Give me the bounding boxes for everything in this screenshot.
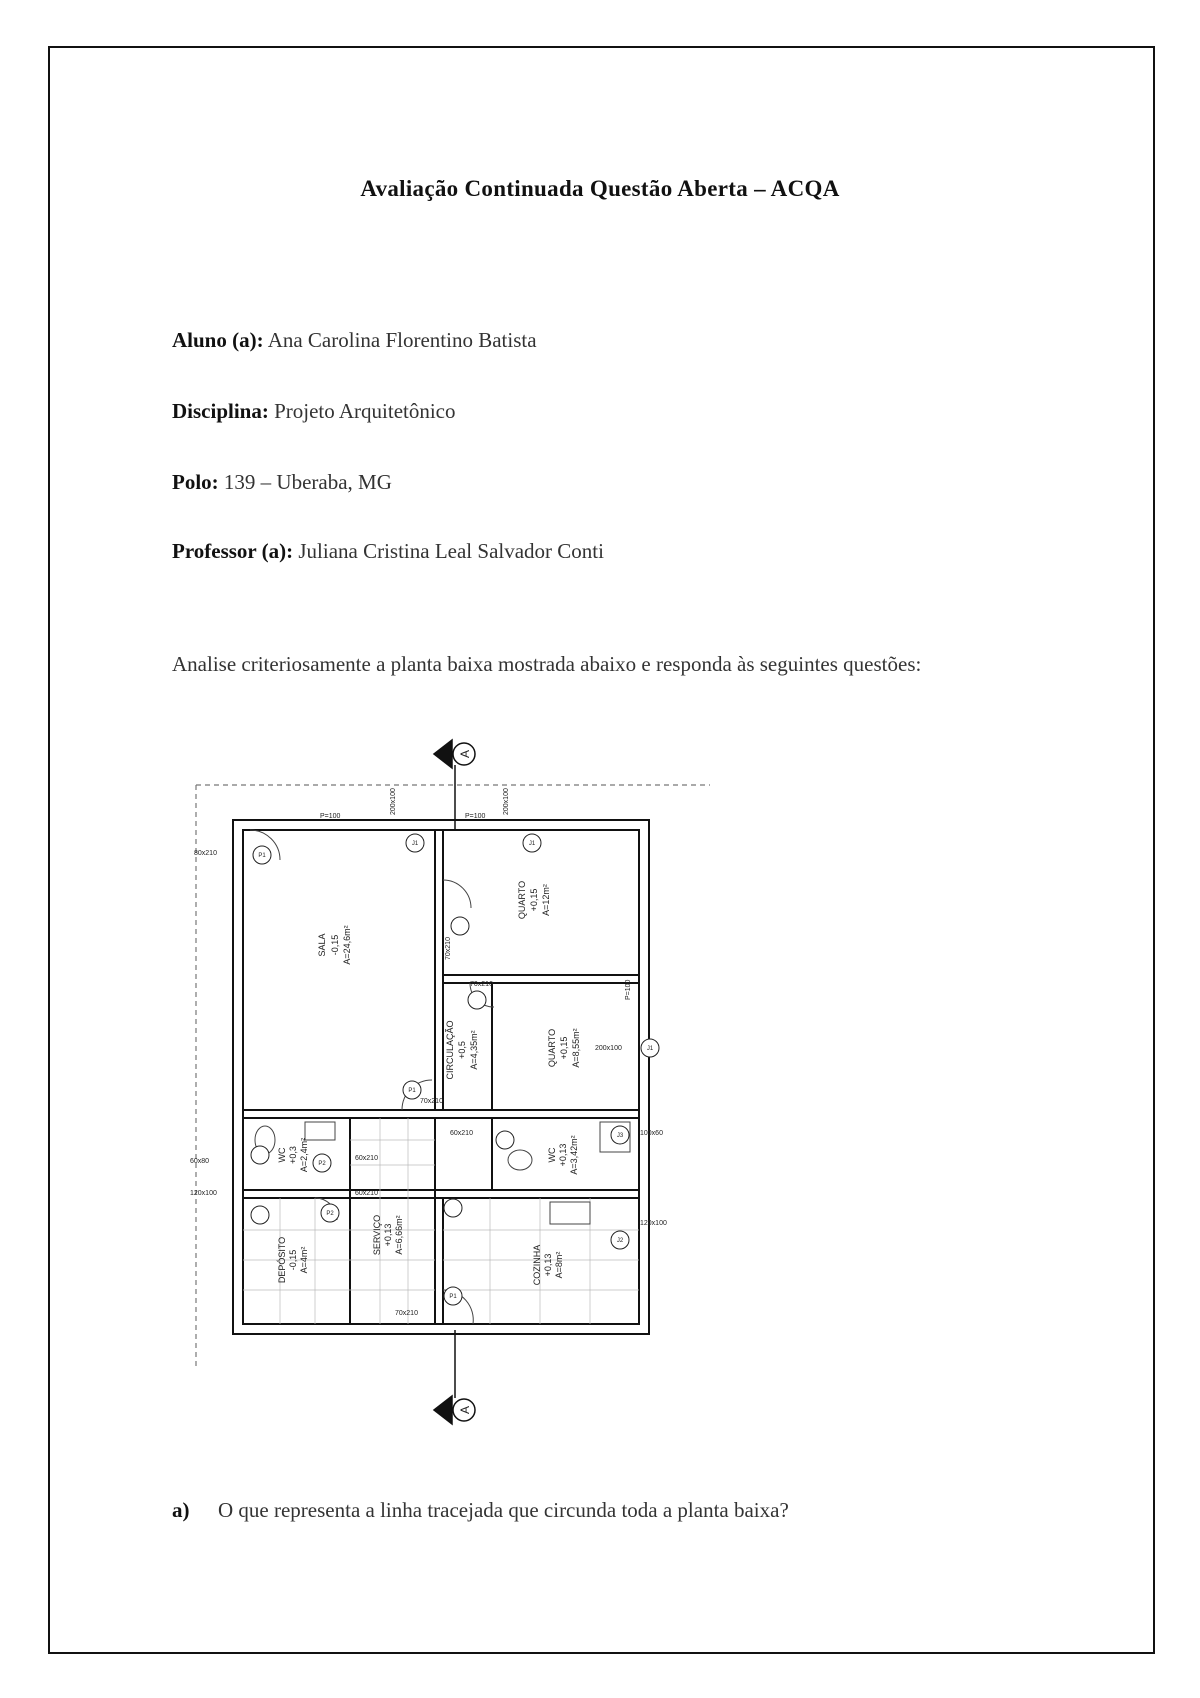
tag-label: J3 [616,1133,624,1139]
room-labels [277,881,581,1285]
dim-label: 200x100 [390,788,397,815]
dim-label: 60x210 [355,1190,378,1197]
question-marker: a) [172,1498,190,1522]
question-text: O que representa a linha tracejada que circunda toda a planta baixa? [218,1498,789,1522]
field-label: Professor (a): [172,539,294,563]
tag-label: J2 [616,1238,624,1244]
room-name-sala: SALA [317,933,327,957]
room-area-quarto2: A=8,55m² [571,1028,581,1068]
dim-label: 200x100 [503,788,510,815]
room-area-deposito: A=4m² [299,1246,309,1274]
room-level-quarto1: +0,15 [529,888,539,912]
dim-label: 80x210 [194,850,217,857]
room-name-quarto2: QUARTO [547,1028,557,1068]
room-level-servico: +0,13 [383,1223,393,1247]
section-label-bottom: A [458,1405,472,1415]
room-level-quarto2: +0,15 [559,1036,569,1060]
tag-label: J1 [528,841,536,847]
tag-label: P1 [449,1294,457,1300]
tag-label: P2 [326,1211,334,1217]
dim-label: P=100 [465,813,486,820]
field-label: Polo: [172,470,219,494]
dimension-labels [190,788,667,1317]
field-value: 139 – Uberaba, MG [223,470,392,494]
field-value: Juliana Cristina Leal Salvador Conti [298,539,604,563]
room-level-cozinha: +0,13 [543,1253,553,1277]
field-campus [172,470,392,495]
floor-plan [190,730,720,1430]
room-level-sala: -0,15 [330,934,340,956]
room-name-servico: SERVIÇO [372,1214,382,1256]
dim-label: 70x210 [395,1310,418,1317]
room-level-circulacao: +0,5 [457,1041,467,1059]
room-name-wc1: WC [277,1147,287,1163]
room-name-cozinha: COZINHA [532,1244,542,1286]
tag-label: P1 [258,853,266,859]
dim-label: 200x100 [595,1045,622,1052]
field-value: Ana Carolina Florentino Batista [267,328,537,352]
field-value: Projeto Arquitetônico [274,399,456,423]
tag-label: J1 [411,841,419,847]
room-area-sala: A=24,6m² [342,925,352,965]
room-area-circulacao: A=4,35m² [469,1030,479,1070]
dim-label: 120x100 [190,1190,217,1197]
intro-paragraph: Analise criteriosamente a planta baixa mostrada abaixo e responda às seguintes questões: [172,652,922,676]
room-area-servico: A=6,66m² [394,1215,404,1255]
room-area-wc1: A=2,4m² [299,1137,309,1173]
tag-label: P1 [408,1088,416,1094]
dim-label: P=100 [625,979,632,1000]
dim-label: 120x100 [640,1220,667,1227]
room-area-cozinha: A=8m² [554,1251,564,1279]
dim-label: 70x210 [470,981,493,988]
room-area-quarto1: A=12m² [541,884,551,916]
dim-label: 60x210 [450,1130,473,1137]
field-professor [172,539,604,564]
document-title: Avaliação Continuada Questão Aberta – ACQA [360,176,840,201]
section-label-top: A [458,749,472,759]
field-label: Disciplina: [172,399,269,423]
tag-label: J1 [646,1046,654,1052]
field-label: Aluno (a): [172,328,264,352]
tag-label: P2 [318,1161,326,1167]
dim-label: 70x210 [445,937,452,960]
dim-label: 60x210 [355,1155,378,1162]
element-tags [251,834,659,1305]
room-level-deposito: -0,15 [288,1249,298,1271]
dim-label: 100x60 [640,1130,663,1137]
room-area-wc2: A=3,42m² [569,1135,579,1175]
dim-label: 70x210 [420,1098,443,1105]
room-level-wc1: +0,3 [288,1146,298,1164]
question-a [172,1498,789,1523]
room-level-wc2: +0,13 [558,1143,568,1167]
room-name-quarto1: QUARTO [517,880,527,920]
room-name-circulacao: CIRCULAÇÃO [445,1020,455,1080]
dim-label: P=100 [320,813,341,820]
room-name-wc2: WC [547,1147,557,1163]
dim-label: 60x80 [190,1158,210,1165]
tag-labels [258,841,654,1300]
field-discipline [172,399,456,424]
room-name-deposito: DEPÓSITO [277,1236,287,1284]
field-student [172,328,537,353]
